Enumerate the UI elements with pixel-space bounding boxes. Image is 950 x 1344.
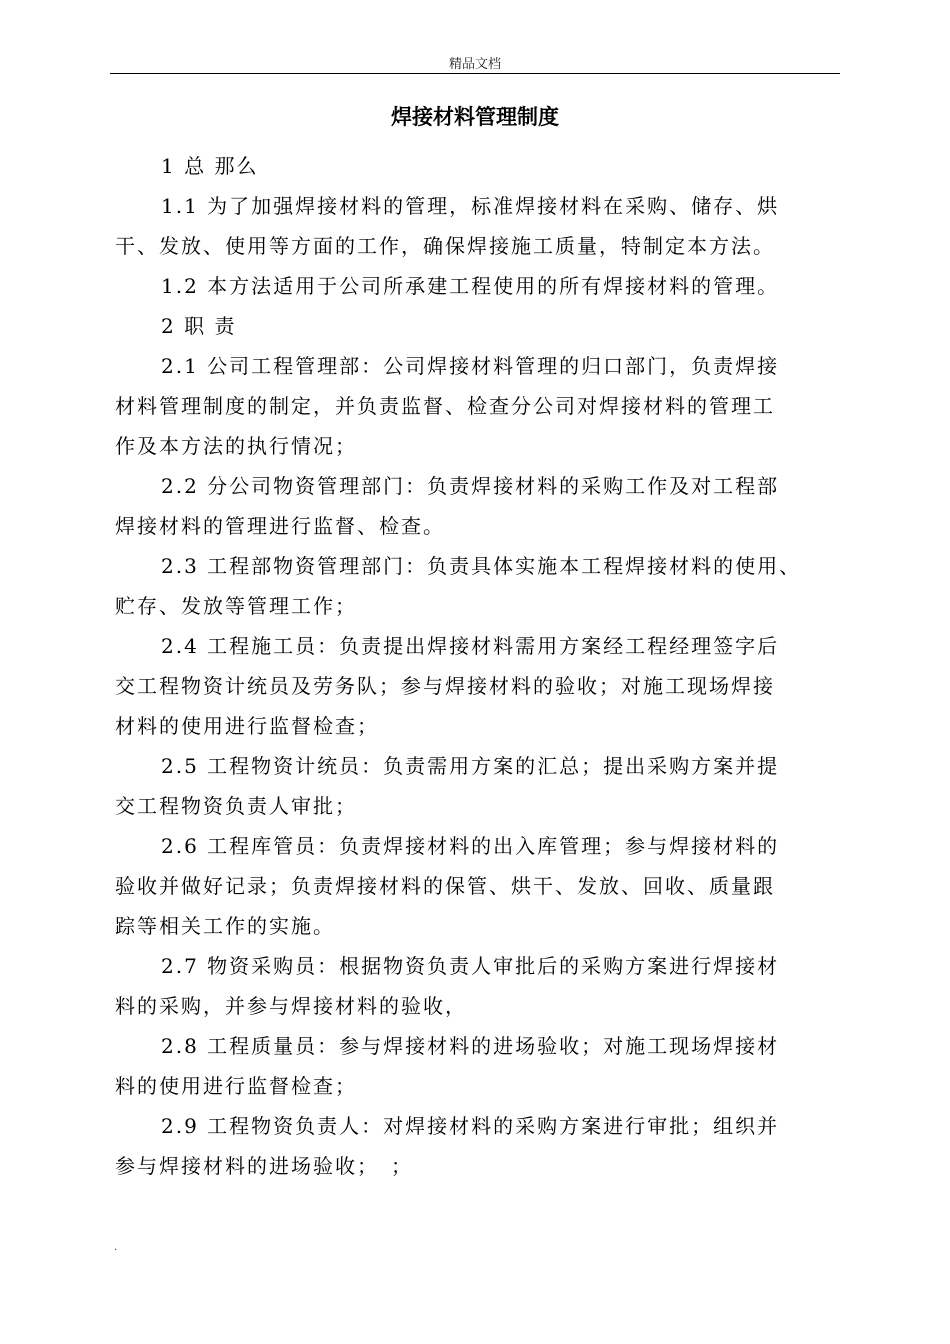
paragraph [115,546,840,626]
paragraph-line: 交工程物资负责人审批； [115,794,357,818]
paragraph-line: 交工程物资计统员及劳务队；参与焊接材料的验收；对施工现场焊接 [115,674,775,698]
paragraph [115,1106,840,1186]
paragraph [115,1026,840,1106]
paragraph-line: 验收并做好记录；负责焊接材料的保管、烘干、发放、回收、质量跟 [115,874,775,898]
paragraph-line: 材料的使用进行监督检查； [115,714,379,738]
paragraph-line: 2.1 公司工程管理部：公司焊接材料管理的归口部门，负责焊接 [161,354,780,378]
paragraph [115,826,840,946]
section-heading: 2 职 责 [161,314,237,338]
paragraph [115,466,840,546]
paragraph-line: 2.2 分公司物资管理部门：负责焊接材料的采购工作及对工程部 [161,474,780,498]
paragraph-line: 2.9 工程物资负责人：对焊接材料的采购方案进行审批；组织并 [161,1114,780,1138]
paragraph-line: 贮存、发放等管理工作； [115,594,357,618]
paragraph [115,346,840,466]
paragraph [115,626,840,746]
paragraph-line: 料的使用进行监督检查； [115,1074,357,1098]
paragraph-line: 2.8 工程质量员：参与焊接材料的进场验收；对施工现场焊接材 [161,1034,780,1058]
paragraph-line: 干、发放、使用等方面的工作，确保焊接施工质量，特制定本方法。 [115,234,775,258]
page-header: 精品文档 [448,57,501,72]
document-body [115,146,840,1186]
paragraph-line: 材料管理制度的制定，并负责监督、检查分公司对焊接材料的管理工 [115,394,775,418]
paragraph-line: 2.6 工程库管员：负责焊接材料的出入库管理；参与焊接材料的 [161,834,780,858]
footer-mark: . [114,1242,118,1253]
paragraph-line: 参与焊接材料的进场验收； ； [115,1154,413,1178]
paragraph [115,266,840,306]
paragraph-line: 1.2 本方法适用于公司所承建工程使用的所有焊接材料的管理。 [161,274,780,298]
paragraph-line: 1.1 为了加强焊接材料的管理，标准焊接材料在采购、储存、烘 [161,194,780,218]
paragraph-line: 踪等相关工作的实施。 [115,914,335,938]
header-divider [110,73,840,74]
document-title: 焊接材料管理制度 [391,105,559,129]
paragraph-line: 作及本方法的执行情况； [115,434,357,458]
paragraph-line: 2.7 物资采购员：根据物资负责人审批后的采购方案进行焊接材 [161,954,780,978]
paragraph-line: 2.3 工程部物资管理部门：负责具体实施本工程焊接材料的使用、 [161,554,802,578]
paragraph [115,746,840,826]
paragraph-line: 焊接材料的管理进行监督、检查。 [115,514,445,538]
paragraph [115,186,840,266]
paragraph-line: 2.4 工程施工员：负责提出焊接材料需用方案经工程经理签字后 [161,634,780,658]
paragraph [115,946,840,1026]
paragraph-line: 料的采购，并参与焊接材料的验收， [115,994,467,1018]
section-heading: 1 总 那么 [161,154,259,178]
paragraph-line: 2.5 工程物资计统员：负责需用方案的汇总；提出采购方案并提 [161,754,780,778]
